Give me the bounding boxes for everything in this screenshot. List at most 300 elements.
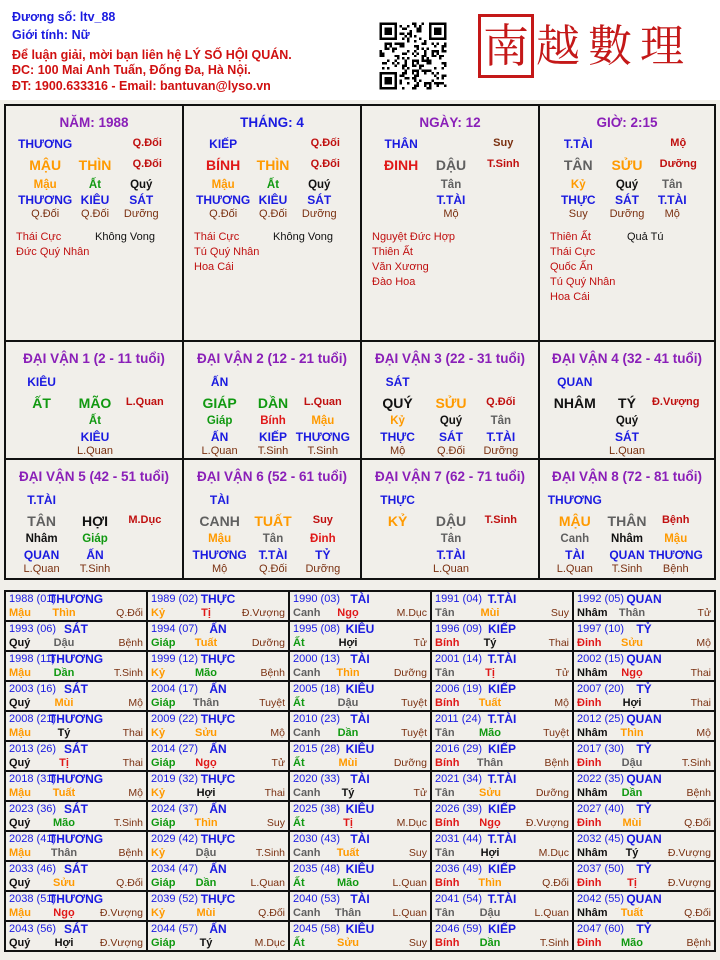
hidden-truongsinh: Mộ xyxy=(664,208,680,220)
year-cell xyxy=(6,712,148,742)
qr-code xyxy=(377,20,449,92)
stars-left xyxy=(16,230,89,260)
hidden-thapthan: THƯƠNG xyxy=(648,548,703,562)
hidden-thapthan: TỶ xyxy=(315,548,331,562)
star-name: Quả Tú xyxy=(627,231,664,243)
star-name: Tú Quý Nhân xyxy=(550,276,616,288)
dai-van-chi: THÂN xyxy=(607,513,647,529)
hidden-stem: Canh xyxy=(560,533,590,545)
year-thapthan: THỰC xyxy=(200,592,236,606)
dai-van-truongsinh: L.Quan xyxy=(125,396,164,408)
year-chi: Ngọ xyxy=(337,607,359,619)
hidden-stem: Mậu xyxy=(664,533,688,545)
year-chi: Mão xyxy=(53,817,75,829)
pillar-thapthan: KIẾP xyxy=(209,137,238,151)
hidden-thapthan: THƯƠNG xyxy=(192,548,247,562)
year-thapthan: THƯƠNG xyxy=(48,772,104,786)
dai-van-truongsinh: Bệnh xyxy=(661,514,690,526)
year-chi: Dần xyxy=(479,937,501,949)
hidden-truongsinh: Dưỡng xyxy=(609,208,645,220)
year-truongsinh: Thai xyxy=(122,727,143,739)
year-thapthan: ẤN xyxy=(209,622,227,636)
year-truongsinh: Mộ xyxy=(270,727,285,739)
year-cell xyxy=(6,892,148,922)
dai-van-can: QUÝ xyxy=(382,395,413,411)
dai-van-thapthan: T.TÀI xyxy=(27,493,56,507)
dai-van-thapthan: THƯƠNG xyxy=(547,493,602,507)
year-chi: Tý xyxy=(57,727,71,739)
year-can: Canh xyxy=(293,787,321,799)
dai-van-chi: MÃO xyxy=(78,395,112,411)
year-thapthan: QUAN xyxy=(626,592,662,606)
year-label: 2019 (32) xyxy=(151,773,199,785)
year-label: 2033 (46) xyxy=(9,863,57,875)
hidden-thapthan: THỰC xyxy=(380,430,415,444)
year-can: Tân xyxy=(435,787,455,799)
year-truongsinh: Tử xyxy=(271,757,285,769)
star-name: Hoa Cái xyxy=(194,261,234,273)
year-cell xyxy=(432,802,574,832)
year-thapthan: THỰC xyxy=(200,772,236,786)
year-chi: Tị xyxy=(201,607,211,619)
pillar-truongsinh: Q.Đối xyxy=(132,137,162,149)
pillar-truongsinh: Mộ xyxy=(670,137,687,149)
star-name: Thái Cực xyxy=(194,231,240,243)
star-name: Không Vong xyxy=(273,231,333,243)
year-chi: Sửu xyxy=(336,937,360,949)
year-can: Quý xyxy=(9,817,31,829)
year-cell xyxy=(574,622,714,652)
year-thapthan: QUAN xyxy=(626,832,662,846)
pillar-can: MẬU xyxy=(29,157,62,173)
year-thapthan: KIẾP xyxy=(487,682,517,696)
year-can: Kỷ xyxy=(151,727,166,739)
hidden-thapthan: KIÊU xyxy=(80,193,110,207)
year-cell xyxy=(574,652,714,682)
hidden-truongsinh: Q.Đối xyxy=(31,208,60,220)
year-cell xyxy=(432,862,574,892)
hidden-stem: Quý xyxy=(615,179,639,191)
year-truongsinh: Tử xyxy=(555,667,569,679)
year-label: 2035 (48) xyxy=(293,863,341,875)
star-name: Thái Cực xyxy=(16,231,62,243)
year-label: 2039 (52) xyxy=(151,893,199,905)
hidden-stem: Ất xyxy=(88,179,102,191)
year-truongsinh: Tử xyxy=(697,607,711,619)
dai-van-can: TÂN xyxy=(27,513,56,529)
pillar-chi: SỬU xyxy=(611,157,643,173)
year-label: 2001 (14) xyxy=(435,653,483,665)
year-chi: Tị xyxy=(627,877,637,889)
year-can: Ất xyxy=(293,817,305,829)
year-chi: Mão xyxy=(337,877,359,889)
year-chi: Thân xyxy=(334,907,362,919)
star-name: Tú Quý Nhân xyxy=(194,246,260,258)
year-truongsinh: T.Sinh xyxy=(255,847,285,859)
header-line: Đương số: ltv_88 xyxy=(12,10,116,24)
hidden-truongsinh: Q.Đối xyxy=(258,563,288,575)
year-label: 2015 (28) xyxy=(293,743,341,755)
year-truongsinh: Đ.Vượng xyxy=(99,937,143,949)
year-cell xyxy=(574,922,714,952)
year-thapthan: THƯƠNG xyxy=(48,652,104,666)
hidden-truongsinh: Q.Đối xyxy=(258,208,288,220)
year-cell xyxy=(290,832,432,862)
dai-van-thapthan: QUAN xyxy=(557,375,593,389)
year-label: 2010 (23) xyxy=(293,713,341,725)
year-cell xyxy=(290,712,432,742)
year-label: 2011 (24) xyxy=(435,713,482,725)
year-cell xyxy=(432,622,574,652)
pillar-chi-ts: Q.Đối xyxy=(132,158,162,170)
star-name: Thiên Ất xyxy=(550,231,591,243)
year-label: 1997 (10) xyxy=(577,623,625,635)
year-truongsinh: T.Sinh xyxy=(113,667,143,679)
hidden-truongsinh: L.Quan xyxy=(76,445,114,457)
year-can: Đinh xyxy=(577,817,602,829)
year-label: 2025 (38) xyxy=(293,803,341,815)
hidden-thapthan: SÁT xyxy=(307,193,332,207)
year-truongsinh: Đ.Vượng xyxy=(241,607,285,619)
year-label: 2032 (45) xyxy=(577,833,625,845)
year-cell xyxy=(290,802,432,832)
year-thapthan: THƯƠNG xyxy=(48,712,104,726)
hidden-stem: Mậu xyxy=(33,179,57,191)
hidden-truongsinh: Mộ xyxy=(389,445,406,457)
year-cell xyxy=(290,652,432,682)
year-label: 2006 (19) xyxy=(435,683,483,695)
year-thapthan: SÁT xyxy=(64,622,88,636)
year-thapthan: THƯƠNG xyxy=(48,592,104,606)
year-can: Đinh xyxy=(577,757,602,769)
year-label: 2047 (60) xyxy=(577,923,625,935)
year-truongsinh: Dưỡng xyxy=(393,757,427,769)
dai-van-chi: TUẤT xyxy=(254,513,292,529)
year-can: Nhâm xyxy=(577,847,608,859)
year-chi: Hợi xyxy=(622,697,642,709)
year-chi: Sửu xyxy=(620,637,644,649)
hidden-truongsinh: T.Sinh xyxy=(257,445,289,457)
year-chi: Tý xyxy=(341,787,355,799)
year-can: Kỷ xyxy=(151,907,166,919)
pillar-can: ĐINH xyxy=(384,157,419,173)
year-chi: Dần xyxy=(53,667,75,679)
year-chi: Dậu xyxy=(53,637,75,649)
year-thapthan: SÁT xyxy=(64,802,88,816)
year-chi: Ngọ xyxy=(621,667,643,679)
year-cell xyxy=(574,712,714,742)
year-label: 2003 (16) xyxy=(9,683,57,695)
year-cell xyxy=(290,892,432,922)
hidden-thapthan: THƯƠNG xyxy=(295,430,350,444)
star-name: Thiên Ất xyxy=(372,246,413,258)
year-can: Kỷ xyxy=(151,607,166,619)
pillar-can: TÂN xyxy=(563,157,593,173)
dai-van-chi: HỢI xyxy=(82,513,108,529)
year-label: 2026 (39) xyxy=(435,803,483,815)
year-thapthan: SÁT xyxy=(64,922,88,936)
year-thapthan: T.TÀI xyxy=(487,892,517,906)
star-name: Quốc Ấn xyxy=(550,261,593,273)
year-thapthan: T.TÀI xyxy=(487,832,517,846)
year-cell xyxy=(432,772,574,802)
year-thapthan: KIẾP xyxy=(487,622,517,636)
stars-right xyxy=(273,230,333,245)
brand-logo xyxy=(478,8,718,80)
year-can: Đinh xyxy=(577,877,602,889)
year-can: Ất xyxy=(293,697,305,709)
hidden-truongsinh: Q.Đối xyxy=(209,208,238,220)
year-chi: Sửu xyxy=(478,787,502,799)
year-truongsinh: L.Quan xyxy=(392,907,427,919)
year-truongsinh: Thai xyxy=(122,757,143,769)
dai-van-title: ĐẠI VẬN 2 (12 - 21 tuổi) xyxy=(196,351,348,366)
year-chi: Tị xyxy=(59,757,69,769)
year-label: 2014 (27) xyxy=(151,743,199,755)
year-can: Ất xyxy=(293,937,305,949)
hidden-truongsinh: Mộ xyxy=(211,563,228,575)
year-chi: Tuất xyxy=(620,907,644,919)
dai-van-chi: DẬU xyxy=(435,513,467,529)
year-cell xyxy=(432,712,574,742)
year-chi: Sửu xyxy=(194,727,218,739)
dai-van-cell xyxy=(6,342,184,460)
year-thapthan: TÀI xyxy=(350,652,370,666)
dai-van-thapthan: ẤN xyxy=(210,375,229,389)
year-thapthan: TỶ xyxy=(636,742,652,756)
hidden-stem: Quý xyxy=(615,415,639,427)
year-truongsinh: Bệnh xyxy=(260,667,285,679)
year-truongsinh: L.Quan xyxy=(392,877,427,889)
year-label: 2043 (56) xyxy=(9,923,57,935)
year-chi: Tý xyxy=(199,937,213,949)
year-cell xyxy=(432,682,574,712)
dai-van-truongsinh: M.Dục xyxy=(128,514,162,526)
year-chi: Mùi xyxy=(338,757,358,769)
dai-van-cell xyxy=(184,460,362,578)
hidden-stem: Quý xyxy=(439,415,463,427)
year-chi: Thìn xyxy=(194,817,218,829)
hidden-truongsinh: Dưỡng xyxy=(483,445,519,457)
year-cell xyxy=(432,592,574,622)
year-can: Canh xyxy=(293,667,321,679)
hidden-truongsinh: L.Quan xyxy=(23,563,60,575)
year-truongsinh: Tuyệt xyxy=(259,697,285,709)
year-can: Quý xyxy=(9,877,31,889)
year-thapthan: TÀI xyxy=(350,592,370,606)
hidden-thapthan: KIÊU xyxy=(258,193,288,207)
year-truongsinh: L.Quan xyxy=(534,907,569,919)
chart-grid xyxy=(4,104,716,580)
year-label: 2045 (58) xyxy=(293,923,341,935)
year-chi: Tuất xyxy=(194,637,218,649)
dai-van-title: ĐẠI VẬN 4 (32 - 41 tuổi) xyxy=(551,351,703,366)
year-label: 2016 (29) xyxy=(435,743,483,755)
year-label: 2034 (47) xyxy=(151,863,199,875)
year-cell xyxy=(574,862,714,892)
year-label: 2036 (49) xyxy=(435,863,483,875)
year-can: Canh xyxy=(293,607,321,619)
dai-van-chi: TÝ xyxy=(618,395,636,411)
dai-van-title: ĐẠI VẬN 1 (2 - 11 tuổi) xyxy=(23,351,165,366)
year-can: Đinh xyxy=(577,937,602,949)
hidden-truongsinh: Q.Đối xyxy=(436,445,466,457)
year-can: Canh xyxy=(293,847,321,859)
header-line: Để luận giải, mời bạn liên hệ LÝ SỐ HỘI QUÁN. xyxy=(12,48,292,62)
pillar-chi: DẬU xyxy=(435,157,467,173)
hidden-truongsinh: L.Quan xyxy=(432,563,470,575)
year-truongsinh: L.Quan xyxy=(250,877,285,889)
year-cell xyxy=(6,742,148,772)
year-label: 2005 (18) xyxy=(293,683,341,695)
year-label: 2013 (26) xyxy=(9,743,57,755)
year-can: Kỷ xyxy=(151,787,166,799)
year-label: 1995 (08) xyxy=(293,623,341,635)
dai-van-chi: SỬU xyxy=(435,395,467,411)
year-label: 2038 (51) xyxy=(9,893,57,905)
pillar-chi-ts: Q.Đối xyxy=(310,158,340,170)
year-cell xyxy=(574,832,714,862)
year-can: Tân xyxy=(435,847,455,859)
year-thapthan: KIẾP xyxy=(487,862,517,876)
year-label: 1988 (01) xyxy=(9,593,57,605)
year-chi: Mùi xyxy=(480,607,500,619)
year-thapthan: THỰC xyxy=(200,652,236,666)
dai-van-can: GIÁP xyxy=(202,395,237,411)
star-name: Đào Hoa xyxy=(372,276,416,288)
pillar-chi-ts: Dưỡng xyxy=(659,158,697,170)
hidden-stem: Quý xyxy=(308,179,331,191)
year-chi: Hợi xyxy=(54,937,74,949)
hidden-stem: Kỷ xyxy=(570,179,586,191)
dai-van-can: CANH xyxy=(199,513,240,529)
year-truongsinh: Bệnh xyxy=(118,847,143,859)
year-cell xyxy=(6,922,148,952)
year-truongsinh: Q.Đối xyxy=(684,907,711,919)
year-chi: Dần xyxy=(195,877,217,889)
pillar-cell xyxy=(184,106,362,342)
year-chi: Tý xyxy=(625,847,639,859)
year-truongsinh: Mộ xyxy=(128,697,143,709)
year-cell xyxy=(432,832,574,862)
star-name: Văn Xương xyxy=(372,261,429,273)
year-label: 2031 (44) xyxy=(435,833,483,845)
hidden-truongsinh: Suy xyxy=(568,208,588,220)
hidden-stem: Mậu xyxy=(208,533,232,545)
year-label: 1989 (02) xyxy=(151,593,199,605)
year-truongsinh: Suy xyxy=(266,817,285,829)
hidden-thapthan: THỰC xyxy=(560,193,596,207)
year-thapthan: ẤN xyxy=(209,742,227,756)
year-cell xyxy=(6,802,148,832)
year-thapthan: TỶ xyxy=(636,802,652,816)
year-cell xyxy=(148,592,290,622)
year-can: Ất xyxy=(293,637,305,649)
year-cell xyxy=(6,832,148,862)
star-name: Thái Cực xyxy=(550,246,596,258)
pillar-cell xyxy=(540,106,714,342)
year-thapthan: QUAN xyxy=(626,712,662,726)
year-chi: Thìn xyxy=(478,877,502,889)
year-thapthan: KIÊU xyxy=(345,622,375,636)
year-label: 2009 (22) xyxy=(151,713,199,725)
year-cell xyxy=(148,802,290,832)
year-label: 2008 (21) xyxy=(9,713,57,725)
hidden-stem: Tân xyxy=(262,533,284,545)
year-cell xyxy=(290,592,432,622)
year-thapthan: THỰC xyxy=(200,892,236,906)
year-chi: Dậu xyxy=(621,757,643,769)
year-thapthan: TÀI xyxy=(350,772,370,786)
year-truongsinh: Bệnh xyxy=(686,937,711,949)
dai-van-truongsinh: T.Sinh xyxy=(484,514,518,526)
header xyxy=(0,0,720,100)
year-thapthan: ẤN xyxy=(209,862,227,876)
hidden-truongsinh: L.Quan xyxy=(201,445,238,457)
year-cell xyxy=(432,922,574,952)
dai-van-truongsinh: Suy xyxy=(312,514,333,526)
hidden-thapthan: T.TÀI xyxy=(436,548,466,562)
year-label: 2028 (41) xyxy=(9,833,57,845)
hidden-thapthan: QUAN xyxy=(609,548,645,562)
year-label: 2040 (53) xyxy=(293,893,341,905)
year-truongsinh: Mộ xyxy=(554,697,569,709)
year-can: Ất xyxy=(293,877,305,889)
year-cell xyxy=(290,772,432,802)
stars-left xyxy=(550,230,615,305)
year-thapthan: KIẾP xyxy=(487,922,517,936)
year-can: Nhâm xyxy=(577,787,608,799)
dai-van-thapthan: TÀI xyxy=(209,493,230,507)
year-thapthan: QUAN xyxy=(626,772,662,786)
year-can: Quý xyxy=(9,757,31,769)
year-thapthan: SÁT xyxy=(64,862,88,876)
year-truongsinh: Thai xyxy=(690,697,711,709)
hidden-thapthan: THƯƠNG xyxy=(18,193,73,207)
year-chi: Tị xyxy=(485,667,495,679)
dai-van-can: KỶ xyxy=(387,513,408,529)
year-truongsinh: Dưỡng xyxy=(251,637,285,649)
year-truongsinh: M.Dục xyxy=(396,607,427,619)
dai-van-cell xyxy=(362,460,540,578)
stars-right xyxy=(95,230,155,245)
year-can: Tân xyxy=(435,907,455,919)
year-chi: Dần xyxy=(621,787,643,799)
year-thapthan: TÀI xyxy=(350,892,370,906)
hidden-truongsinh: Bệnh xyxy=(662,563,689,575)
year-truongsinh: Mộ xyxy=(128,787,143,799)
year-label: 1992 (05) xyxy=(577,593,625,605)
star-name: Nguyệt Đức Hợp xyxy=(372,231,456,243)
year-thapthan: ẤN xyxy=(209,922,227,936)
year-chi: Tuất xyxy=(336,847,360,859)
year-can: Canh xyxy=(293,727,321,739)
pillar-chi: THÌN xyxy=(256,157,290,173)
year-cell xyxy=(290,742,432,772)
year-label: 1996 (09) xyxy=(435,623,483,635)
year-cell xyxy=(574,742,714,772)
dai-van-can: ẤT xyxy=(32,395,51,411)
hidden-stem: Đinh xyxy=(310,533,336,545)
hidden-thapthan: T.TÀI xyxy=(657,193,687,207)
pillar-can: BÍNH xyxy=(206,157,241,173)
year-can: Kỷ xyxy=(151,847,166,859)
pillar-truongsinh: Q.Đối xyxy=(310,137,340,149)
year-thapthan: KIÊU xyxy=(345,922,375,936)
year-chi: Tuất xyxy=(52,787,76,799)
hidden-truongsinh: Dưỡng xyxy=(305,563,341,575)
year-thapthan: KIÊU xyxy=(345,682,375,696)
